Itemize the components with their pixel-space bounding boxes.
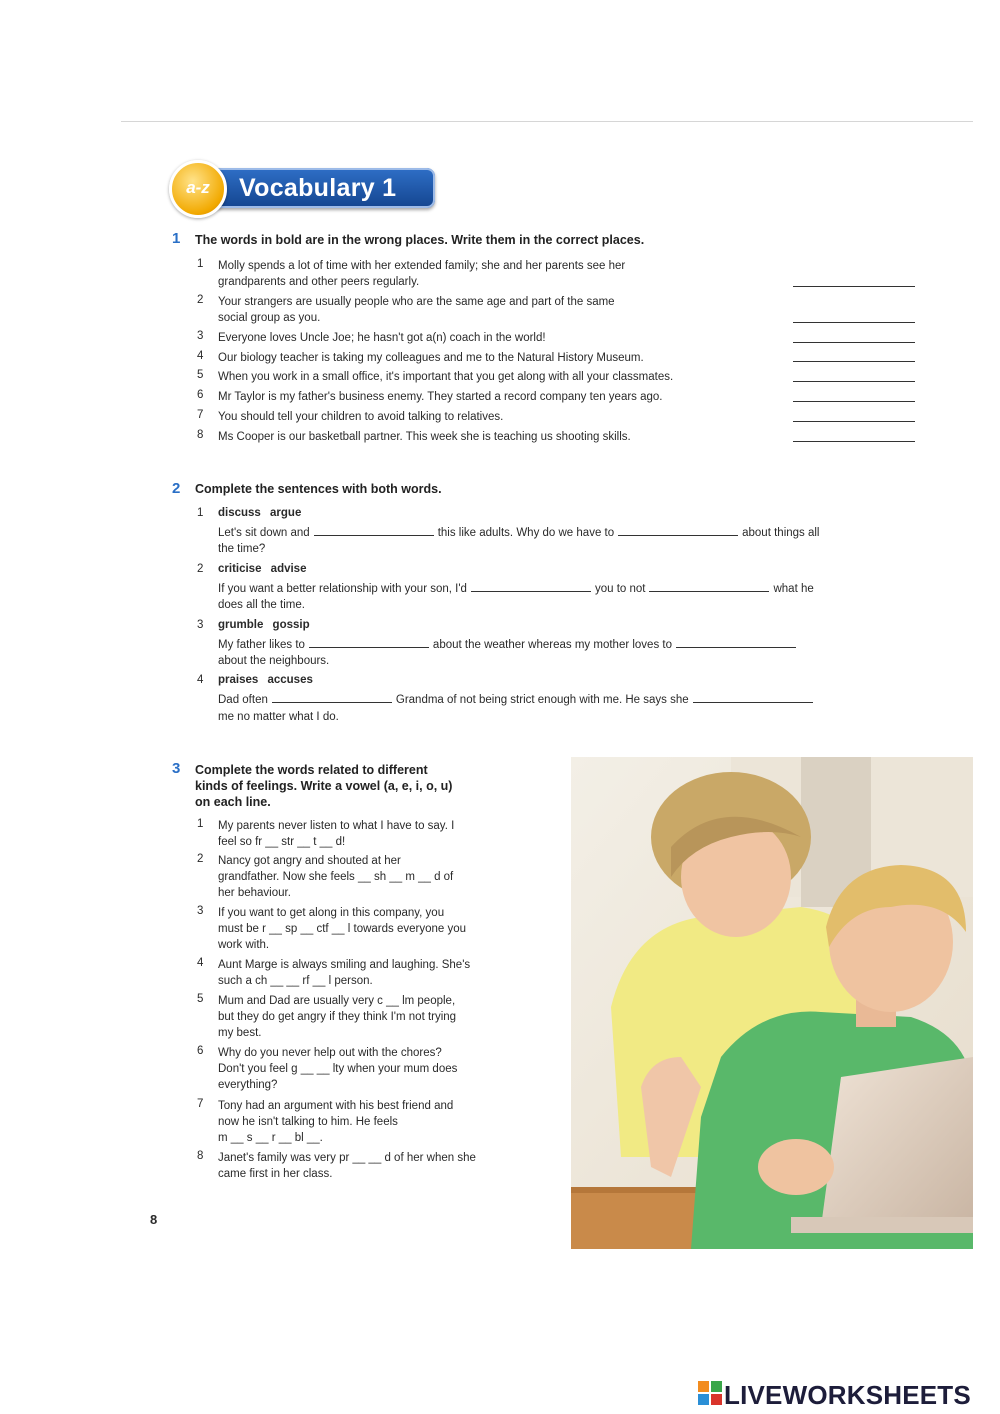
ex3-item-line: Nancy got angry and shouted at her: [218, 855, 401, 867]
az-badge-icon: [169, 160, 227, 218]
answer-blank[interactable]: [618, 525, 738, 536]
ex1-answer-line[interactable]: [793, 401, 915, 402]
ex3-item-line: work with.: [218, 939, 270, 951]
ex1-answer-line[interactable]: [793, 342, 915, 343]
ex3-item-line: her behaviour.: [218, 887, 291, 899]
exercise-3-instruction-line: Complete the words related to different: [195, 763, 428, 777]
answer-blank[interactable]: [693, 692, 813, 703]
exercise-3-number: 3: [172, 760, 181, 777]
ex2-text-c: what he: [773, 583, 814, 595]
exercise-3-instruction-line: kinds of feelings. Write a vowel (a, e, i, o, u): [195, 779, 453, 793]
answer-blank[interactable]: [272, 692, 392, 703]
ex1-item-line: Your strangers are usually people who are the same age and part of the same: [218, 296, 615, 308]
page-number: 8: [150, 1212, 158, 1227]
section-title: [167, 158, 439, 218]
ex2-sentence-cont: about the neighbours.: [218, 655, 330, 667]
ex3-item-line: Why do you never help out with the chores?: [218, 1047, 442, 1059]
ex2-text-b: Grandma of not being strict enough with me. He says she: [395, 694, 689, 706]
ex3-item-text: [218, 853, 528, 901]
ex3-item-text: [218, 905, 528, 953]
ex1-item-text: [218, 429, 788, 445]
ex2-sentence: [218, 581, 918, 597]
ex1-item-line: You should tell your children to avoid talking to relatives.: [218, 411, 504, 423]
ex3-item-line: My parents never listen to what I have to say. I: [218, 820, 455, 832]
ex3-item-number: 4: [197, 957, 204, 969]
ex3-item-line: grandfather. Now she feels __ sh __ m __ d of: [218, 871, 454, 883]
ex2-item-number: 1: [197, 507, 204, 519]
answer-blank[interactable]: [314, 525, 434, 536]
ex1-item-line: Mr Taylor is my father's business enemy. They started a record company ten years ago.: [218, 391, 663, 403]
exercise-2-instruction: Complete the sentences with both words.: [195, 482, 442, 496]
ex2-sentence: [218, 637, 918, 653]
ex3-item-number: 6: [197, 1045, 204, 1057]
ex2-word-pair: discuss argue: [218, 507, 302, 519]
ex1-item-number: 4: [197, 350, 204, 362]
ex3-item-line: feel so fr __ str __ t __ d!: [218, 836, 346, 848]
ex1-item-number: 1: [197, 258, 204, 270]
title-text: Vocabulary 1: [239, 174, 397, 202]
exercise-3-instruction: [195, 762, 452, 810]
ex1-item-line: social group as you.: [218, 312, 321, 324]
ex2-sentence: [218, 525, 918, 541]
ex2-text-a: If you want a better relationship with your son, I'd: [218, 583, 467, 595]
ex3-item-line: Tony had an argument with his best friend and: [218, 1100, 454, 1112]
ex3-item-text: [218, 818, 528, 850]
ex1-item-line: Molly spends a lot of time with her extended family; she and her parents see her: [218, 260, 626, 272]
exercise-1-number: 1: [172, 230, 181, 247]
ex1-item-line: Everyone loves Uncle Joe; he hasn't got a(n) coach in the world!: [218, 332, 546, 344]
ex1-answer-line[interactable]: [793, 441, 915, 442]
top-rule: [121, 121, 973, 122]
ex1-answer-line[interactable]: [793, 286, 915, 287]
ex1-answer-line[interactable]: [793, 421, 915, 422]
ex3-item-number: 3: [197, 905, 204, 917]
ex3-item-line: but they do get angry if they think I'm not trying: [218, 1011, 457, 1023]
ex3-item-text: [218, 1045, 528, 1093]
answer-blank[interactable]: [471, 581, 591, 592]
ex3-item-line: must be r __ sp __ ctf __ l towards everyone you: [218, 923, 467, 935]
ex3-item-text: [218, 993, 528, 1041]
ex1-item-number: 2: [197, 294, 204, 306]
ex1-item-text: [218, 350, 788, 366]
ex3-item-number: 5: [197, 993, 204, 1005]
answer-blank[interactable]: [676, 637, 796, 648]
ex3-item-text: [218, 957, 528, 989]
ex2-sentence: [218, 692, 938, 708]
ex2-sentence-cont: me no matter what I do.: [218, 711, 339, 723]
ex2-text-a: Dad often: [218, 694, 268, 706]
ex3-item-line: If you want to get along in this company, you: [218, 907, 445, 919]
ex1-item-text: [218, 294, 788, 326]
exercise-1-instruction: The words in bold are in the wrong places. Write them in the correct places.: [195, 233, 645, 247]
ex1-item-line: Ms Cooper is our basketball partner. This week she is teaching us shooting skills.: [218, 431, 631, 443]
ex1-answer-line[interactable]: [793, 381, 915, 382]
ex2-text-a: Let's sit down and: [218, 527, 310, 539]
ex1-item-number: 5: [197, 369, 204, 381]
ex1-item-text: [218, 389, 788, 405]
ex1-item-text: [218, 330, 788, 346]
answer-blank[interactable]: [309, 637, 429, 648]
ex3-item-line: Mum and Dad are usually very c __ lm people,: [218, 995, 456, 1007]
ex1-item-line: grandparents and other peers regularly.: [218, 276, 420, 288]
ex2-item-number: 4: [197, 674, 204, 686]
ex1-item-text: [218, 409, 788, 425]
ex3-item-number: 8: [197, 1150, 204, 1162]
ex1-item-line: Our biology teacher is taking my colleagues and me to the Natural History Museum.: [218, 352, 644, 364]
liveworksheets-wordmark: LIVEWORKSHEETS: [724, 1380, 971, 1410]
ex2-item-number: 2: [197, 563, 204, 575]
ex1-item-number: 3: [197, 330, 204, 342]
ex3-item-line: Don't you feel g __ __ lty when your mum does: [218, 1063, 458, 1075]
ex1-item-number: 6: [197, 389, 204, 401]
ex2-word-pair: grumble gossip: [218, 619, 310, 631]
ex3-item-line: Janet's family was very pr __ __ d of her when she: [218, 1152, 476, 1164]
exercise-3-instruction-line: on each line.: [195, 795, 271, 809]
ex3-item-line: m __ s __ r __ bl __.: [218, 1132, 323, 1144]
ex3-item-line: such a ch __ __ rf __ l person.: [218, 975, 373, 987]
ex1-item-number: 8: [197, 429, 204, 441]
liveworksheets-logo-icon: [698, 1381, 722, 1405]
ex2-word-pair: praises accuses: [218, 674, 313, 686]
ex1-item-text: [218, 369, 818, 385]
ex3-item-line: everything?: [218, 1079, 278, 1091]
ex3-item-text: [218, 1098, 528, 1146]
ex1-answer-line[interactable]: [793, 361, 915, 362]
answer-blank[interactable]: [649, 581, 769, 592]
exercise-2-number: 2: [172, 480, 181, 497]
ex3-item-number: 2: [197, 853, 204, 865]
ex1-item-text: [218, 258, 788, 290]
ex2-text-b: this like adults. Why do we have to: [437, 527, 615, 539]
ex3-item-number: 7: [197, 1098, 204, 1110]
ex2-sentence-cont: the time?: [218, 543, 266, 555]
ex3-item-line: my best.: [218, 1027, 262, 1039]
ex1-item-line: When you work in a small office, it's important that you get along with all your classmates.: [218, 371, 674, 383]
ex2-text-c: about things all: [742, 527, 820, 539]
ex3-item-line: came first in her class.: [218, 1168, 333, 1180]
mother-and-son-photo: [571, 757, 973, 1249]
ex3-item-line: now he isn't talking to him. He feels: [218, 1116, 398, 1128]
az-badge-text: a-z: [186, 178, 210, 197]
ex2-text-a: My father likes to: [218, 639, 305, 651]
ex1-answer-line[interactable]: [793, 322, 915, 323]
ex1-item-number: 7: [197, 409, 204, 421]
ex2-sentence-cont: does all the time.: [218, 599, 305, 611]
ex3-item-number: 1: [197, 818, 204, 830]
ex2-text-b: about the weather whereas my mother loves to: [432, 639, 672, 651]
ex3-item-line: Aunt Marge is always smiling and laughing. She's: [218, 959, 471, 971]
ex2-text-b: you to not: [594, 583, 646, 595]
ex2-word-pair: criticise advise: [218, 563, 307, 575]
ex2-item-number: 3: [197, 619, 204, 631]
ex3-item-text: [218, 1150, 528, 1182]
